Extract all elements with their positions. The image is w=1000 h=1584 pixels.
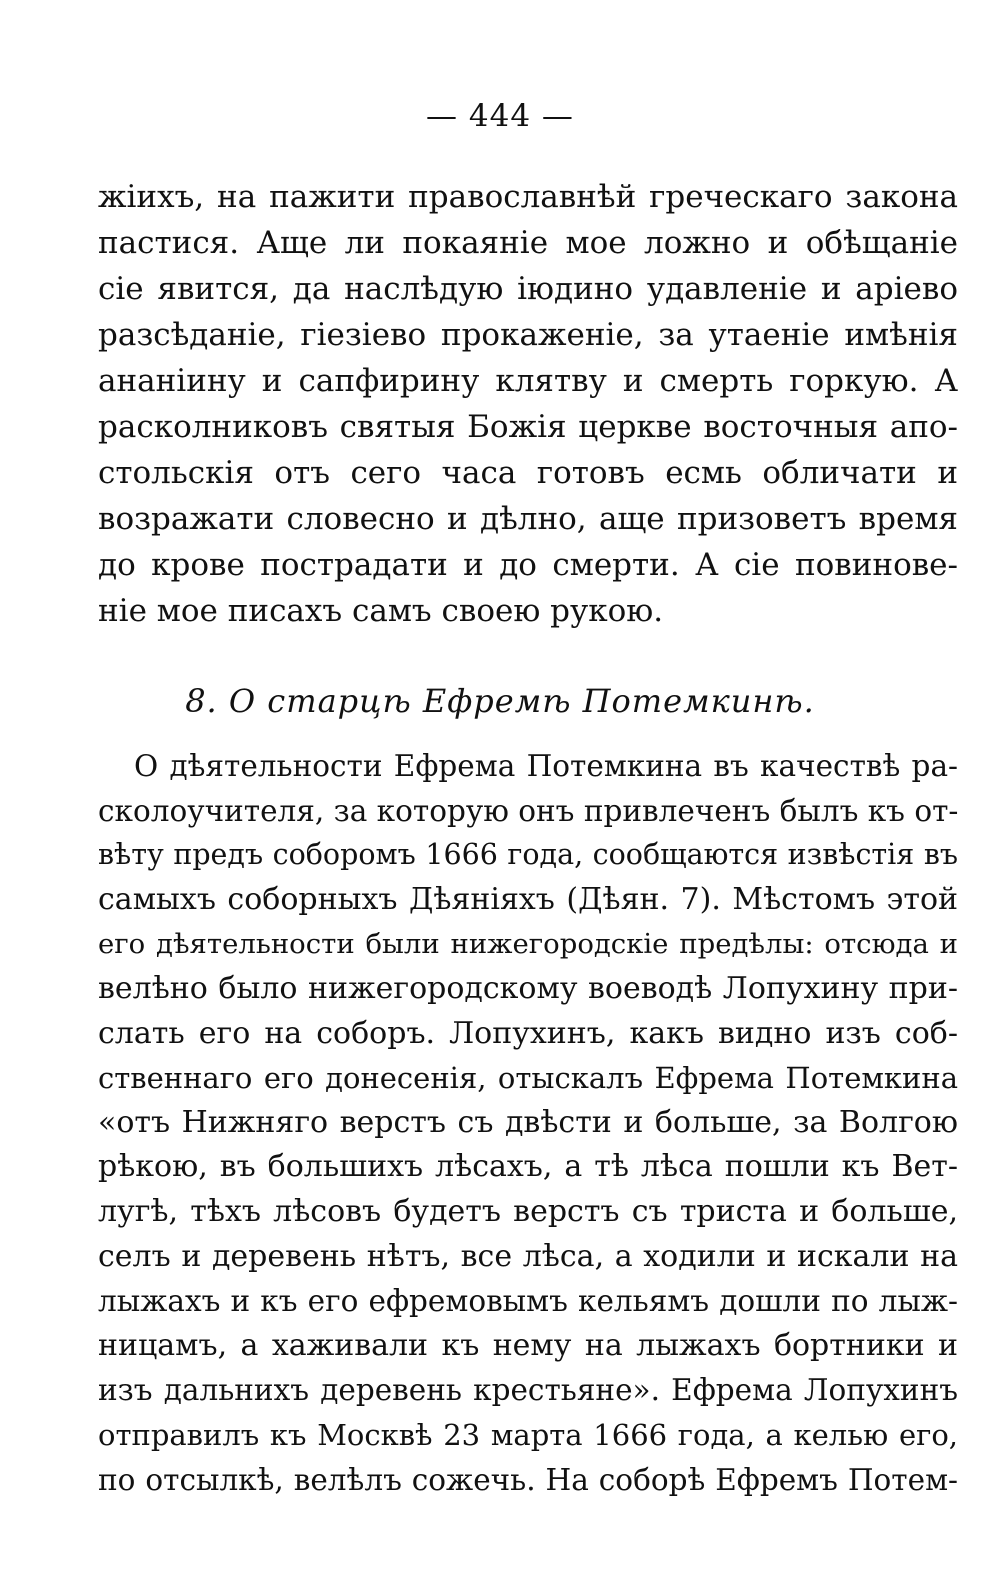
- section-heading: 8. О старцѣ Ефремѣ Потемкинѣ.: [185, 682, 815, 720]
- text-line: ственнаго его донесенія, отыскалъ Ефрема Потемкина: [98, 1061, 958, 1096]
- text-line: расколниковъ святыя Божія церкве восточныя апо-: [98, 409, 958, 445]
- text-line: возражати словесно и дѣлно, аще призоветъ время: [98, 501, 958, 537]
- text-line: рѣкою, въ большихъ лѣсахъ, а тѣ лѣса пошли къ Вет-: [98, 1149, 958, 1185]
- text-line: лугѣ, тѣхъ лѣсовъ будетъ верстъ съ триста и больше,: [98, 1193, 958, 1229]
- page-number: — 444 —: [426, 98, 574, 134]
- text-line: пастися. Аще ли покаяніе мое ложно и обѣщаніе: [98, 225, 958, 261]
- text-line: О дѣятельности Ефрема Потемкина въ качествѣ ра-: [134, 749, 958, 783]
- text-line: разсѣданіе, гіезіево прокаженіе, за утаеніе имѣнія: [98, 317, 958, 353]
- text-line: самыхъ соборныхъ Дѣяніяхъ (Дѣян. 7). Мѣстомъ этой: [98, 881, 958, 917]
- text-line: стольскія отъ сего часа готовъ есмь обличати и: [98, 455, 958, 491]
- text-line: жіихъ, на пажити православнѣй греческаго закона: [98, 179, 958, 215]
- text-line: ніе мое писахъ самъ своею рукою.: [98, 593, 664, 629]
- paragraph-2: [98, 744, 958, 1502]
- text-line: слать его на соборъ. Лопухинъ, какъ видно изъ соб-: [98, 1015, 958, 1051]
- text-line: по отсылкѣ, велѣлъ сожечь. На соборѣ Ефремъ Потем-: [98, 1462, 958, 1497]
- text-line: ананіину и сапфирину клятву и смерть горкую. А: [98, 363, 958, 399]
- text-line: лыжахъ и къ его ефремовымъ кельямъ дошли по лыж-: [98, 1284, 958, 1319]
- text-line: селъ и деревень нѣтъ, все лѣса, а ходили и искали на: [98, 1238, 958, 1274]
- text-line: ницамъ, а хаживали къ нему на лыжахъ бортники и: [98, 1327, 958, 1363]
- text-line: изъ дальнихъ деревень крестьяне». Ефрема Лопухинъ: [98, 1373, 958, 1408]
- text-line: сколоучителя, за которую онъ привлеченъ былъ къ от-: [98, 793, 958, 828]
- text-line: до крове пострадати и до смерти. А сіе повинове-: [98, 547, 958, 583]
- text-line: отправилъ къ Москвѣ 23 марта 1666 года, а келью его,: [98, 1417, 958, 1452]
- text-line: сіе явится, да наслѣдую іюдино удавленіе и аріево: [98, 271, 958, 307]
- text-line: вѣту предъ соборомъ 1666 года, сообщаются извѣстія въ: [98, 838, 958, 872]
- paragraph-1: [98, 174, 958, 634]
- text-line: велѣно было нижегородскому воеводѣ Лопухину при-: [98, 970, 958, 1006]
- text-line: его дѣятельности были нижегородскіе предѣлы: отсюда и: [98, 928, 958, 961]
- text-line: «отъ Нижняго верстъ съ двѣсти и больше, за Волгою: [98, 1104, 958, 1140]
